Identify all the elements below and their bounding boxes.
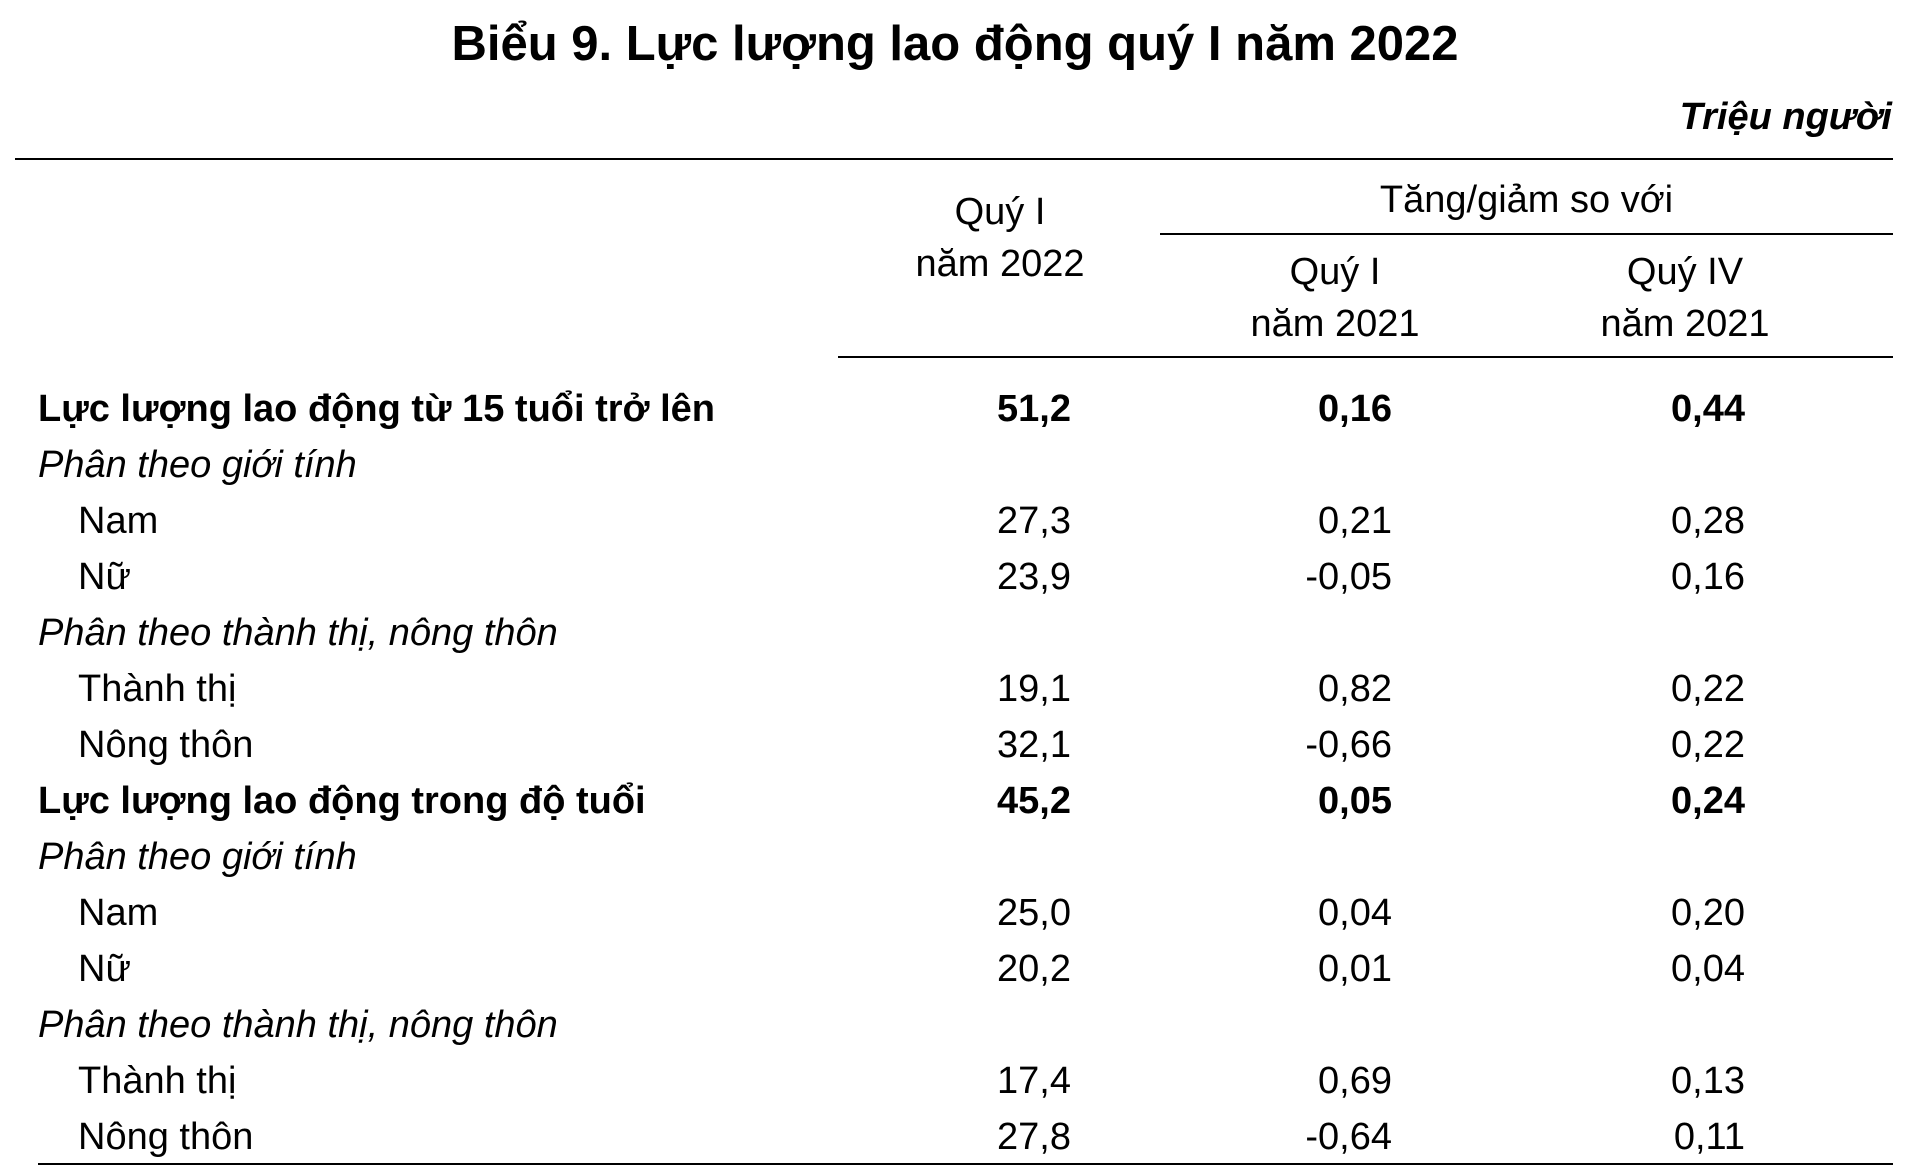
row-label: Lực lượng lao động trong độ tuổi bbox=[38, 780, 646, 822]
cell-q1-2022: 25,0 bbox=[997, 892, 1071, 934]
table-row bbox=[0, 1053, 1910, 1109]
table-row bbox=[0, 549, 1910, 605]
cell-q1-2022: 32,1 bbox=[997, 724, 1071, 766]
section-label: Phân theo thành thị, nông thôn bbox=[38, 612, 558, 654]
cell-vs-q4-2021: 0,22 bbox=[1671, 724, 1745, 766]
row-label: Thành thị bbox=[78, 1060, 237, 1102]
table-row bbox=[0, 1109, 1910, 1165]
section-label: Phân theo giới tính bbox=[38, 444, 357, 486]
cell-vs-q1-2021: 0,05 bbox=[1318, 780, 1392, 822]
cell-vs-q4-2021: 0,11 bbox=[1673, 1116, 1745, 1158]
cell-vs-q4-2021: 0,16 bbox=[1671, 556, 1745, 598]
header-col3-line2: năm 2021 bbox=[1600, 303, 1770, 345]
cell-q1-2022: 19,1 bbox=[997, 668, 1071, 710]
cell-vs-q1-2021: -0,66 bbox=[1305, 724, 1392, 766]
cell-vs-q1-2021: -0,05 bbox=[1305, 556, 1392, 598]
header-col3 bbox=[1565, 246, 1805, 350]
header-col1-line1: Quý I bbox=[954, 191, 1046, 233]
unit-label: Triệu người bbox=[1679, 96, 1892, 138]
table-row bbox=[0, 661, 1910, 717]
table-row bbox=[0, 997, 1910, 1053]
cell-q1-2022: 17,4 bbox=[997, 1060, 1071, 1102]
header-col1 bbox=[880, 186, 1120, 290]
table-title: Biểu 9. Lực lượng lao động quý I năm 2022 bbox=[451, 17, 1459, 71]
section-label: Phân theo thành thị, nông thôn bbox=[38, 1004, 558, 1046]
row-label: Thành thị bbox=[78, 668, 237, 710]
cell-q1-2022: 20,2 bbox=[997, 948, 1071, 990]
cell-vs-q4-2021: 0,24 bbox=[1671, 780, 1745, 822]
row-label: Nam bbox=[78, 500, 159, 542]
cell-vs-q1-2021: 0,01 bbox=[1318, 948, 1392, 990]
row-label: Nông thôn bbox=[78, 724, 254, 766]
header-col2-line2: năm 2021 bbox=[1250, 303, 1420, 345]
header-col1-line2: năm 2022 bbox=[915, 243, 1085, 285]
header-col3-line1: Quý IV bbox=[1626, 251, 1744, 293]
cell-q1-2022: 23,9 bbox=[997, 556, 1071, 598]
cell-vs-q1-2021: 0,69 bbox=[1318, 1060, 1392, 1102]
cell-vs-q4-2021: 0,04 bbox=[1671, 948, 1745, 990]
table-row bbox=[0, 381, 1910, 437]
header-bottom-rule bbox=[838, 356, 1893, 358]
cell-q1-2022: 27,3 bbox=[997, 500, 1071, 542]
cell-vs-q1-2021: 0,21 bbox=[1318, 500, 1392, 542]
bottom-rule bbox=[38, 1163, 1893, 1165]
table-row bbox=[0, 437, 1910, 493]
table-row bbox=[0, 885, 1910, 941]
table-row bbox=[0, 773, 1910, 829]
cell-vs-q1-2021: 0,82 bbox=[1318, 668, 1392, 710]
table-row bbox=[0, 941, 1910, 997]
row-label: Nông thôn bbox=[78, 1116, 254, 1158]
top-rule bbox=[15, 158, 1893, 160]
cell-vs-q4-2021: 0,28 bbox=[1671, 500, 1745, 542]
header-group: Tăng/giảm so với bbox=[1379, 179, 1674, 221]
row-label: Nữ bbox=[78, 948, 131, 990]
cell-q1-2022: 51,2 bbox=[997, 388, 1071, 430]
row-label: Lực lượng lao động từ 15 tuổi trở lên bbox=[38, 388, 716, 430]
table-row bbox=[0, 605, 1910, 661]
cell-vs-q1-2021: -0,64 bbox=[1305, 1116, 1392, 1158]
header-col2 bbox=[1215, 246, 1455, 350]
cell-vs-q4-2021: 0,22 bbox=[1671, 668, 1745, 710]
row-label: Nam bbox=[78, 892, 159, 934]
cell-vs-q4-2021: 0,20 bbox=[1671, 892, 1745, 934]
section-label: Phân theo giới tính bbox=[38, 836, 357, 878]
row-label: Nữ bbox=[78, 556, 131, 598]
cell-q1-2022: 45,2 bbox=[997, 780, 1071, 822]
table-row bbox=[0, 717, 1910, 773]
cell-vs-q4-2021: 0,44 bbox=[1671, 388, 1745, 430]
table-row bbox=[0, 829, 1910, 885]
cell-q1-2022: 27,8 bbox=[997, 1116, 1071, 1158]
table-row bbox=[0, 493, 1910, 549]
cell-vs-q1-2021: 0,16 bbox=[1318, 388, 1392, 430]
cell-vs-q4-2021: 0,13 bbox=[1671, 1060, 1745, 1102]
header-col2-line1: Quý I bbox=[1289, 251, 1381, 293]
group-rule bbox=[1160, 233, 1893, 235]
cell-vs-q1-2021: 0,04 bbox=[1318, 892, 1392, 934]
